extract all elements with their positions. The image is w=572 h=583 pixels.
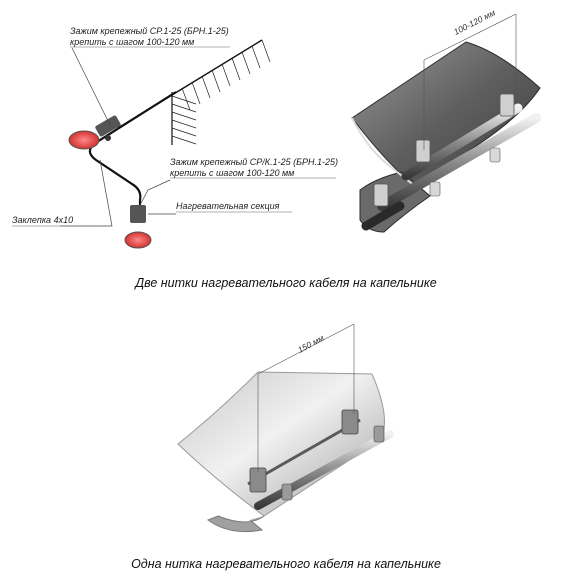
clamp-top-line2: крепить с шагом 100-120 мм [70,37,195,47]
clamp-top-line1: Зажим крепежный СР.1-25 (БРН.1-25) [70,26,229,36]
clamp-bottom-label [170,157,338,179]
clamp-bottom-line1: Зажим крепежный СР/К.1-25 (БРН.1-25) [170,157,338,167]
rivet-label: Заклепка 4х10 [12,215,74,225]
wall-hatching [172,96,196,144]
roof-hatching [182,40,270,110]
drip-edge-single [178,324,390,532]
caption-bottom: Одна нитка нагревательного кабеля на капельнике [131,557,441,571]
dimension-bottom: 150 мм [296,332,326,355]
cable-section-bottom [125,232,151,248]
dimension-top: 100-120 мм [452,7,497,37]
clamp-bottom-line2: крепить с шагом 100-120 мм [170,168,295,178]
heating-section-label: Нагревательная секция [176,201,280,211]
drip-edge-double [352,14,540,232]
cable-section-top [69,131,99,149]
clamp-top-label [70,26,229,48]
caption-top: Две нитки нагревательного кабеля на капельнике [135,276,437,290]
